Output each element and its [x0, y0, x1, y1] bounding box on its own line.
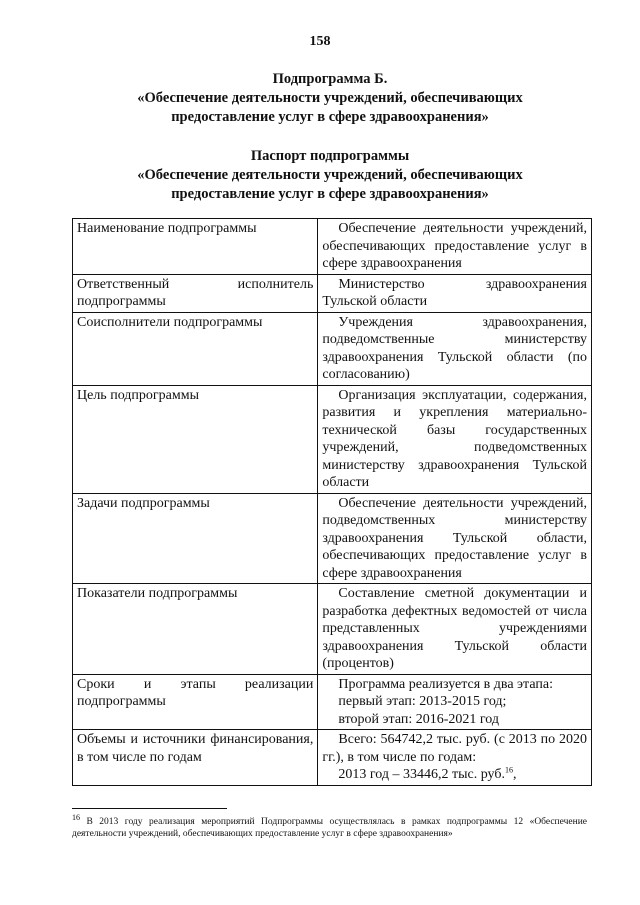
passport-title [80, 147, 580, 204]
row-value [318, 674, 592, 730]
table-row [73, 493, 592, 584]
row-value: Организация эксплуатации, содержания, развития и укрепления материально-технической базы государственных учреждений, подведомственных министерству здравоохранения Тульской области [318, 385, 592, 493]
row-label: Объемы и источники финансирования, в том числе по годам [73, 730, 318, 786]
value-line: Программа реализуется в два этапа: [338, 676, 553, 692]
footnote-marker: 16 [72, 812, 80, 822]
page-number: 158 [309, 34, 331, 49]
table-row [73, 385, 592, 493]
value-tail: , [512, 767, 517, 782]
table-row [73, 312, 592, 385]
year-amount: 2013 год – 33446,2 тыс. руб. [338, 767, 505, 782]
subprogram-title [80, 70, 580, 127]
row-value: Обеспечение деятельности учреждений, обеспечивающих предоставление услуг в сфере здравоохранения [318, 219, 592, 275]
row-label: Цель подпрограммы [73, 385, 318, 493]
table-row [73, 584, 592, 675]
row-value: Министерство здравоохранения Тульской области [318, 274, 592, 312]
passport-title-line: «Обеспечение деятельности учреждений, обеспечивающих [137, 167, 523, 183]
footnote-divider [72, 808, 227, 809]
row-label: Наименование подпрограммы [73, 219, 318, 275]
row-value: Учреждения здравоохранения, подведомственные министерству здравоохранения Тульской области (по согласованию) [318, 312, 592, 385]
row-label: Сроки и этапы реализации подпрограммы [73, 674, 318, 730]
row-value [318, 730, 592, 786]
row-label: Показатели подпрограммы [73, 584, 318, 675]
subprogram-title-line: «Обеспечение деятельности учреждений, обеспечивающих [137, 90, 523, 106]
row-label: Задачи подпрограммы [73, 493, 318, 584]
row-value: Составление сметной документации и разработка дефектных ведомостей от числа представленных учреждениями здравоохранения Тульской области (процентов) [318, 584, 592, 675]
row-label: Ответственный исполнитель подпрограммы [73, 274, 318, 312]
table-row [73, 730, 592, 786]
footnote-text: В 2013 году реализация мероприятий Подпрограммы осуществлялась в рамках подпрограммы 12 «Обеспечение деятельности учреждений, обеспечивающих предоставление услуг в сфере здравоохранения» [72, 817, 587, 839]
footnote [72, 812, 587, 840]
value-line [322, 766, 587, 784]
passport-title-line: предоставление услуг в сфере здравоохранения» [171, 186, 489, 202]
passport-title-line: Паспорт подпрограммы [250, 148, 410, 164]
value-line: второй этап: 2016-2021 год [338, 711, 500, 727]
subprogram-title-line: предоставление услуг в сфере здравоохранения» [171, 109, 489, 125]
footnote-ref[interactable]: 16 [504, 765, 513, 775]
row-value: Обеспечение деятельности учреждений, подведомственных министерству здравоохранения Тульской области, обеспечивающих предоставление услуг в сфере здравоохранения [318, 493, 592, 584]
passport-table [72, 218, 592, 786]
subprogram-title-line: Подпрограмма Б. [272, 71, 388, 87]
value-line: первый этап: 2013-2015 год; [338, 694, 507, 709]
row-label: Соисполнители подпрограммы [73, 312, 318, 385]
table-row [73, 674, 592, 730]
table-row [73, 219, 592, 275]
value-line: Всего: 564742,2 тыс. руб. (с 2013 по 2020 гг.), в том числе по годам: [322, 732, 587, 765]
table-row [73, 274, 592, 312]
